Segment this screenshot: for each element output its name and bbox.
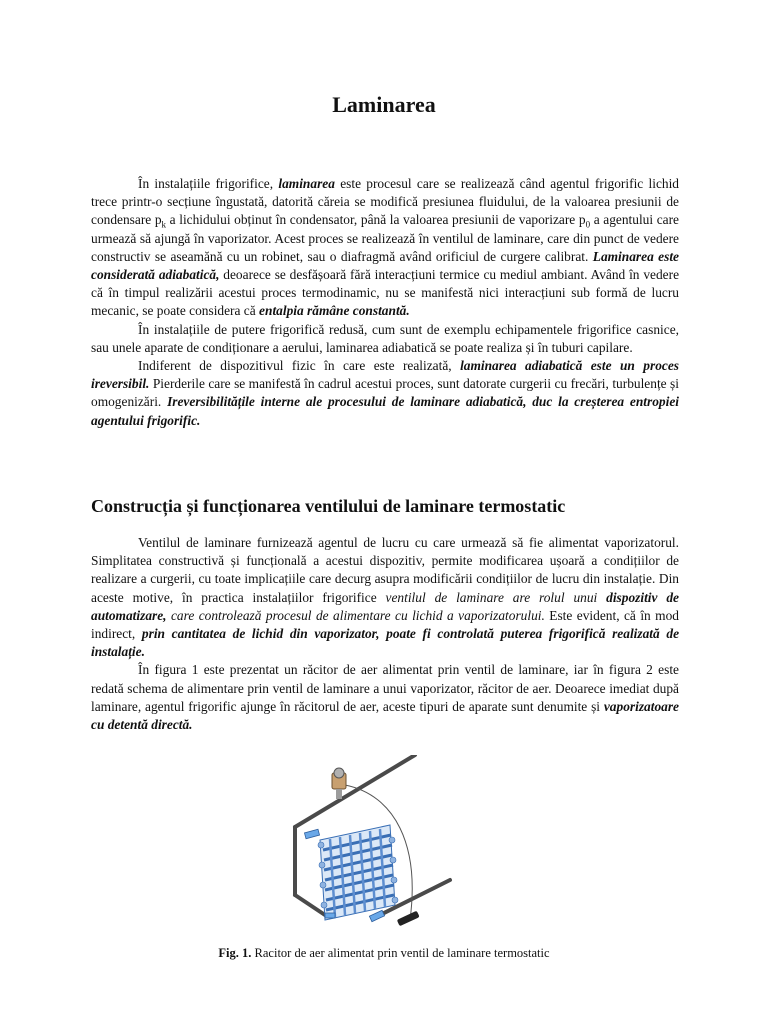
pipe-top [295,755,415,827]
emphasis-entropy: Ireversibilitățile interne ale procesului de laminare adiabatică, duc la creșterea entropiei agentului frigorific. [91,394,680,428]
sensing-bulb [397,911,420,927]
section-laminarea [91,175,679,430]
emphasis-liquid-quantity: prin cantitatea de lichid din vaporizator, poate fi controlată puterea frigorifică realizată de instalație. [91,626,680,660]
pipe-bottom-left [295,895,325,915]
subscript-0: 0 [585,220,591,231]
paragraph-2: În instalațiile de putere frigorifică redusă, cum sunt de exemplu echipamentele frigorifice casnice, sau unele aparate de condiționare a aerului, laminarea adiabatică se poate realiza și în tuburi capilare. [91,321,679,355]
paragraph-5: În figura 1 este prezentat un răcitor de aer alimentat prin ventil de laminare, iar în figura 2 este redată schema de alimentare prin ventil de laminare a unui vaporizator, răcitor de aer. Deoarece imediat după laminare, agentul frigorific ajunge în răcitorul de aer, aceste tipuri de aparate sunt denumite și vaporizatoare cu detentă directă. [91,662,679,733]
paragraph-3: Indiferent de dispozitivul fizic în care este realizată, laminarea adiabatică este un proces ireversibil. Pierderile care se manifestă în cadrul acestui proces, sunt datorate curgerii cu frecări, turbulențe și omogenizări. Ireversibilitățile interne ale procesului de laminare adiabatică, duc la creșterea entropiei agentului frigorific. [91,358,680,428]
emphasis-adiabatic: Laminarea este considerată adiabatică, [91,248,680,283]
emphasis-direct-expansion: vaporizatoare cu detentă directă. [91,698,679,733]
figure-caption [0,946,768,961]
figure-label: Fig. 1. [218,946,252,960]
paragraph-4: Ventilul de laminare furnizează agentul de lucru cu care urmează să fie alimentat vaporizatorul. Simplitatea constructivă și funcțională a acestui dispozitiv, permite modificarea ușoară a condițiilor de realizare a curgerii, cu toate implicațiile care decurg asupra modificării condițiilor de lucru din instalație. Din aceste motive, în practica instalațiilor frigorifice ventilul de laminare are rolul unui dispozitiv de automatizare, care controlează procesul de alimentare cu lichid a vaporizatorului. Este evident, că în mod indirect, prin cantitatea de lichid din vaporizator, poate fi controlată puterea frigorifică realizată de instalație. [91,535,680,660]
section-ventil [91,534,679,734]
page-title: Laminarea [332,92,436,117]
section-heading: Construcția și funcționarea ventilului de laminare termostatic [91,496,566,516]
subscript-k: k [161,220,167,231]
emphasis-irreversible: laminarea adiabatică este un proces ireversibil. [91,358,679,392]
coil-block [318,825,398,920]
paragraph-1: În instalațiile frigorifice, laminarea este procesul care se realizează când agentul frigorific lichid trece printr-o secțiune îngustată, datorită căreia se modifică presiunea fluidului, de la valoarea presiunii de condensare $p_k$ a lichidului obținut în condensator, până la valoarea presiunii de vaporizare $p_0$ a agentului care urmează să ajungă în vaporizator. Acest proces se realizează în ventilul de laminare, care din punct de vedere constructiv se aseamănă cu un robinet, sau o diafragmă având orificiul de curgere calibrat. Laminarea este considerată adiabatică, deoarece se desfășoară fără interacțiuni termice cu mediul ambiant. Având în vedere că în timpul realizării acestui proces termodinamic, nu se manifestă nici interacțiuni sub formă de lucru mecanic, se poate considera că entalpia rămâne constantă. [91,176,680,319]
emphasis-laminarea: laminarea [278,176,335,191]
figure-caption-text: Racitor de aer alimentat prin ventil de laminare termostatic [251,946,550,960]
air-cooler-illustration [285,755,465,940]
valve-icon [332,768,346,799]
emphasis-enthalpy: entalpia rămâne constantă. [259,303,410,319]
emphasis-automation: dispozitiv de automatizare, [91,589,679,623]
